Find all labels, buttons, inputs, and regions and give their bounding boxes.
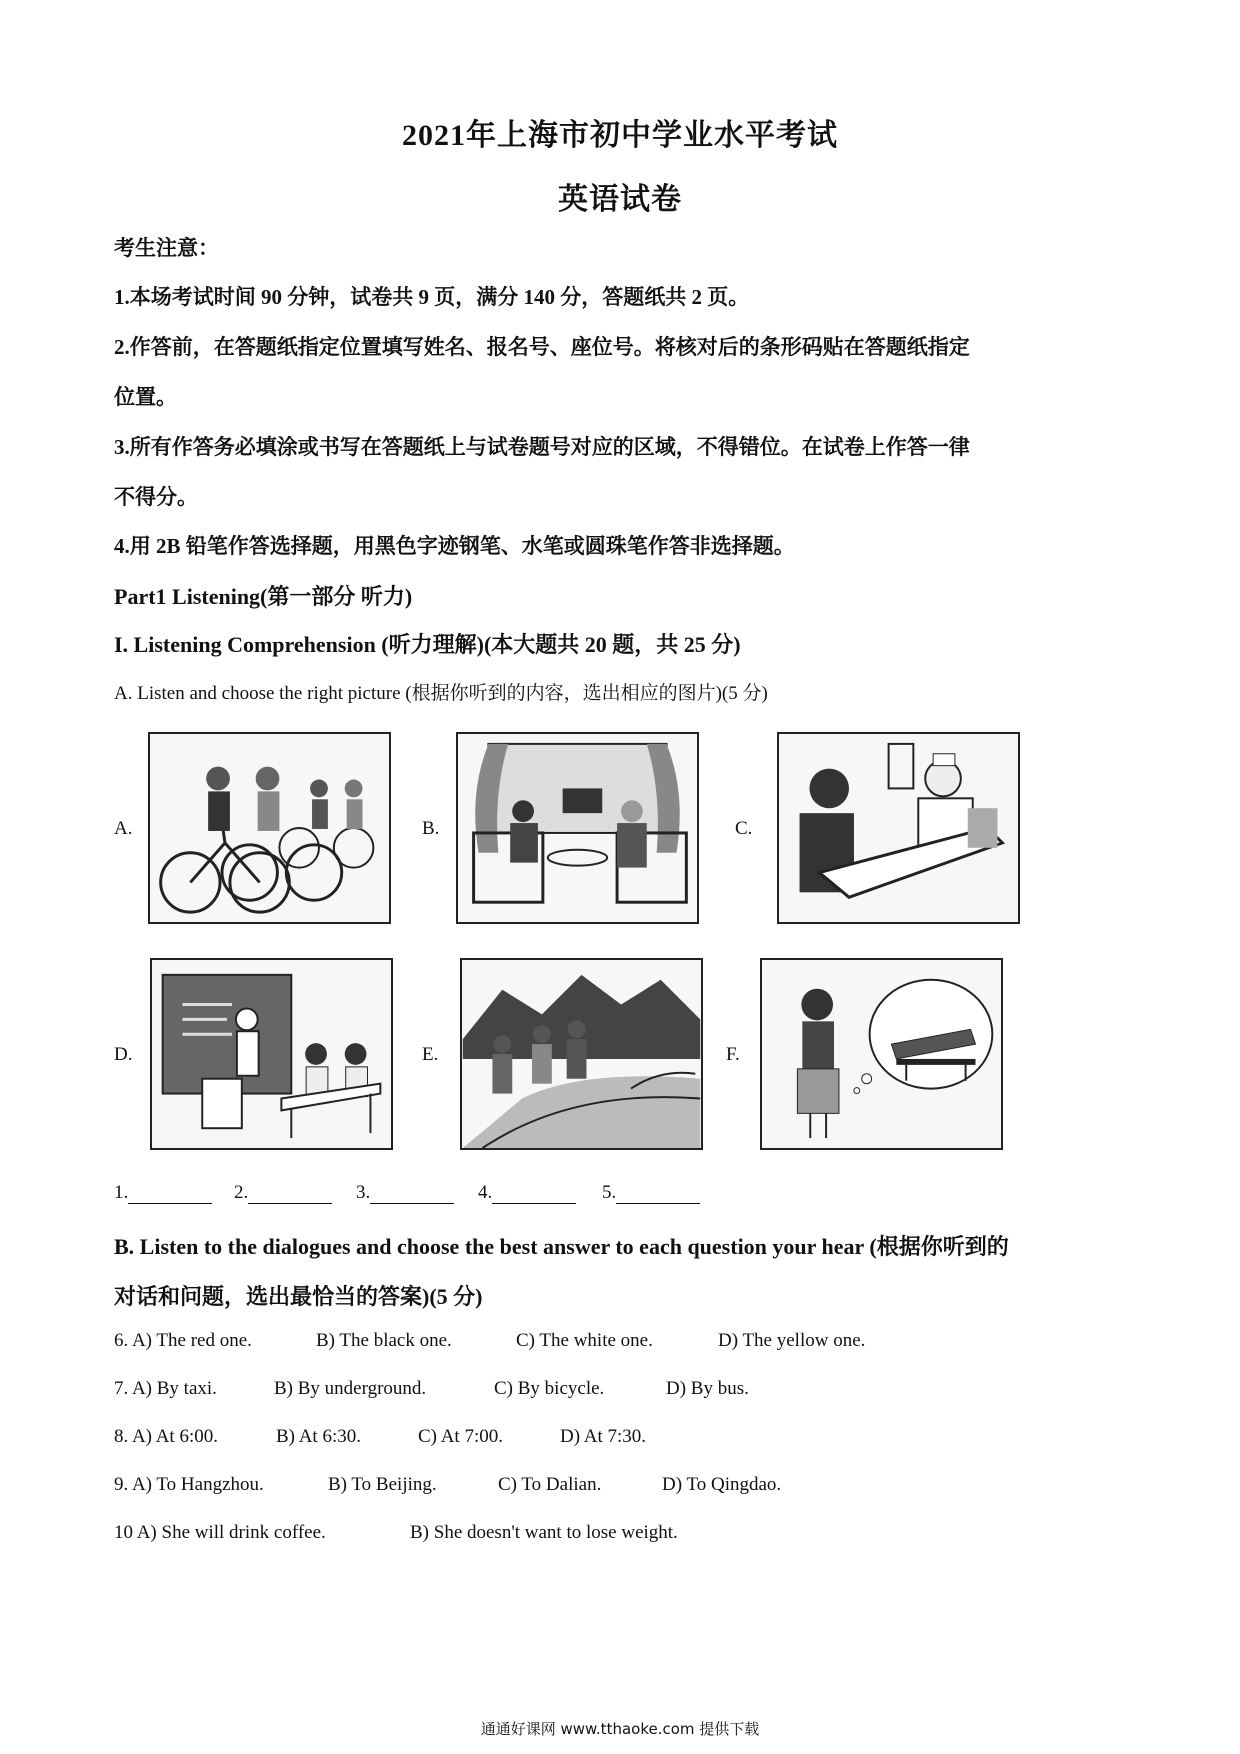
answer-blank-5[interactable]: 5. xyxy=(602,1182,700,1204)
picture-d xyxy=(150,958,393,1150)
part-heading: Part1 Listening(第一部分 听力) xyxy=(114,584,413,609)
question-6-option-b: B) The black one. xyxy=(316,1330,452,1351)
picture-f xyxy=(760,958,1003,1150)
section-b-heading: B. Listen to the dialogues and choose the best answer to each question your hear (根据你听到的 xyxy=(114,1234,1009,1259)
picture-a xyxy=(148,732,391,924)
doctor-illustration xyxy=(779,734,1018,922)
exam-subtitle: 英语试卷 xyxy=(558,183,682,216)
footer-source: 通通好课网 www.tthaoke.com 提供下载 xyxy=(480,1720,760,1738)
question-7-option-d: D) By bus. xyxy=(666,1378,749,1399)
notice-item: 不得分。 xyxy=(114,485,198,509)
question-7-option-b: B) By underground. xyxy=(274,1378,427,1399)
exam-title: 2021年上海市初中学业水平考试 xyxy=(402,119,838,152)
blank-line xyxy=(128,1185,212,1204)
picture-label: B. xyxy=(422,818,440,839)
section-heading: I. Listening Comprehension (听力理解)(本大题共 20 题，共 25 分) xyxy=(114,632,741,657)
answer-blank-3[interactable]: 3. xyxy=(356,1182,454,1204)
question-6-option-a: 6. A) The red one. xyxy=(114,1330,252,1351)
question-10-option-b: B) She doesn't want to lose weight. xyxy=(410,1522,678,1543)
blank-line xyxy=(248,1185,332,1204)
answer-blank-2[interactable]: 2. xyxy=(234,1182,332,1204)
blank-line xyxy=(370,1185,454,1204)
notice-item: 位置。 xyxy=(114,385,177,409)
picture-c xyxy=(777,732,1020,924)
question-8-option-d: D) At 7:30. xyxy=(560,1426,647,1447)
bicycles-illustration xyxy=(150,734,389,922)
picture-label: D. xyxy=(114,1044,133,1065)
question-7-option-c: C) By bicycle. xyxy=(494,1378,605,1399)
blank-line xyxy=(492,1185,576,1204)
classroom-illustration xyxy=(152,960,391,1148)
blank-line xyxy=(616,1185,700,1204)
notice-heading: 考生注意： xyxy=(114,236,219,260)
hiking-illustration xyxy=(462,960,701,1148)
piano-illustration xyxy=(762,960,1001,1148)
answer-blank-4[interactable]: 4. xyxy=(478,1182,576,1204)
notice-item: 3.所有作答务必填涂或书写在答题纸上与试卷题号对应的区域，不得错位。在试卷上作答一律 xyxy=(114,435,970,459)
question-8-option-b: B) At 6:30. xyxy=(276,1426,361,1447)
question-9-option-d: D) To Qingdao. xyxy=(662,1474,782,1495)
question-8-option-c: C) At 7:00. xyxy=(418,1426,503,1447)
answer-blank-1[interactable]: 1. xyxy=(114,1182,212,1204)
notice-item: 1.本场考试时间 90 分钟，试卷共 9 页，满分 140 分，答题纸共 2 页。 xyxy=(114,285,750,309)
notice-item: 2.作答前，在答题纸指定位置填写姓名、报名号、座位号。将核对后的条形码贴在答题纸指定 xyxy=(114,335,970,359)
picture-label: F. xyxy=(726,1044,740,1065)
meeting-illustration xyxy=(458,734,697,922)
question-9-option-c: C) To Dalian. xyxy=(498,1474,602,1495)
picture-label: A. xyxy=(114,818,133,839)
picture-b xyxy=(456,732,699,924)
question-9-option-a: 9. A) To Hangzhou. xyxy=(114,1474,264,1495)
section-a-instructions: A. Listen and choose the right picture (根据你听到的内容，选出相应的图片)(5 分) xyxy=(114,683,768,704)
picture-label: C. xyxy=(735,818,753,839)
notice-item: 4.用 2B 铅笔作答选择题，用黑色字迹钢笔、水笔或圆珠笔作答非选择题。 xyxy=(114,534,795,558)
question-7-option-a: 7. A) By taxi. xyxy=(114,1378,217,1399)
section-b-heading-cont: 对话和问题，选出最恰当的答案)(5 分) xyxy=(114,1284,483,1309)
question-6-option-c: C) The white one. xyxy=(516,1330,653,1351)
question-8-option-a: 8. A) At 6:00. xyxy=(114,1426,218,1447)
question-6-option-d: D) The yellow one. xyxy=(718,1330,866,1351)
question-10-option-a: 10 A) She will drink coffee. xyxy=(114,1522,326,1543)
question-9-option-b: B) To Beijing. xyxy=(328,1474,437,1495)
picture-e xyxy=(460,958,703,1150)
picture-label: E. xyxy=(422,1044,439,1065)
